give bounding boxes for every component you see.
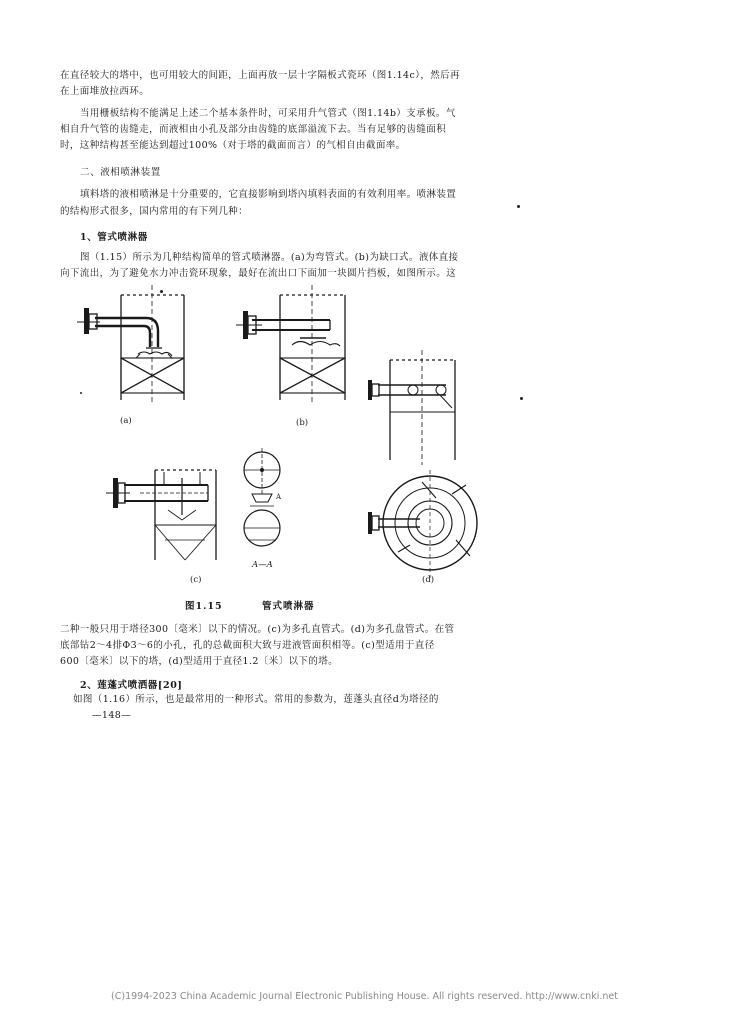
section-heading: 二、液相喷淋装置: [80, 167, 161, 178]
paragraph-line: 600〔毫米〕以下的塔，(d)型适用于直径1.2〔米〕以下的塔。: [60, 656, 339, 667]
page-number: —148—: [92, 710, 132, 721]
paragraph-line: 向下流出，为了避免水力冲击瓷环现象，最好在流出口下面加一块圆片挡板，如图所示。这: [60, 268, 457, 279]
paragraph-line: 在上面堆放拉西环。: [60, 86, 150, 97]
section-marker-a: A: [276, 493, 282, 501]
diagram-side-pipe: [368, 350, 455, 465]
subsection-heading: 1、管式喷淋器: [80, 232, 148, 243]
scan-speck: [160, 290, 163, 293]
subsection-heading: 2、莲蓬式喷洒器[20]: [80, 680, 183, 691]
paragraph-line: 当用栅板结构不能满足上述二个基本条件时，可采用升气管式（图1.14b）支承板。气: [80, 108, 456, 119]
section-label-aa: A—A: [252, 560, 273, 570]
paragraph-line: 图（1.15）所示为几种结构简单的管式喷淋器。(a)为弯管式。(b)为缺口式。液体直接: [80, 252, 459, 263]
paragraph-line: 时，这种结构甚至能达到超过100%（对于塔的截面而言）的气相自由截面率。: [60, 140, 406, 151]
paragraph-line: 底部钻2～4排Φ3～6的小孔，孔的总截面积大致与进液管面积相等。(c)型适用于直径: [60, 640, 435, 651]
paragraph-line: 二种一般只用于塔径300〔毫米〕以下的情况。(c)为多孔直管式。(d)为多孔盘管式。在管: [60, 624, 455, 635]
figure-label-c: (c): [190, 575, 202, 585]
scan-speck: [520, 397, 523, 400]
paragraph-line: 的结构形式很多，国内常用的有下列几种：: [60, 206, 249, 217]
diagram-c-perforated-pipe: [106, 470, 216, 560]
figure-caption-title: 管式喷淋器: [262, 601, 315, 612]
diagram-a-bent-pipe: [77, 285, 184, 405]
scan-speck: [517, 205, 520, 208]
copyright-footer: (C)1994-2023 China Academic Journal Electronic Publishing House. All rights reserved. http://www.cnki.net: [111, 991, 618, 1002]
paragraph-line: 填料塔的液相喷淋是十分重要的，它直接影响到塔內填料表面的有效利用率。喷淋装置: [80, 189, 457, 200]
paragraph-line: 如图（1.16）所示，也是最常用的一种形式。常用的参数为，莲蓬头直径d为塔径的: [73, 694, 439, 705]
figure-label-b: (b): [296, 418, 309, 428]
diagram-section-circles: [244, 448, 280, 546]
paragraph-line: 相自升气管的齿缝走，而液相由小孔及部分由齿缝的底部溢流下去。当有足够的齿缝面积: [60, 124, 447, 135]
diagram-d-perforated-ring: [368, 470, 477, 578]
scan-speck: [80, 392, 82, 394]
figure-caption-number: 图1.15: [185, 601, 223, 612]
paragraph-line: 在直径较大的塔中，也可用较大的间距，上面再放一层十字隔板式瓷环（图1.14c），然后再: [60, 70, 460, 81]
figure-label-d: (d): [422, 575, 435, 585]
figure-label-a: (a): [120, 416, 132, 426]
diagram-b-notched-pipe: [236, 285, 345, 405]
